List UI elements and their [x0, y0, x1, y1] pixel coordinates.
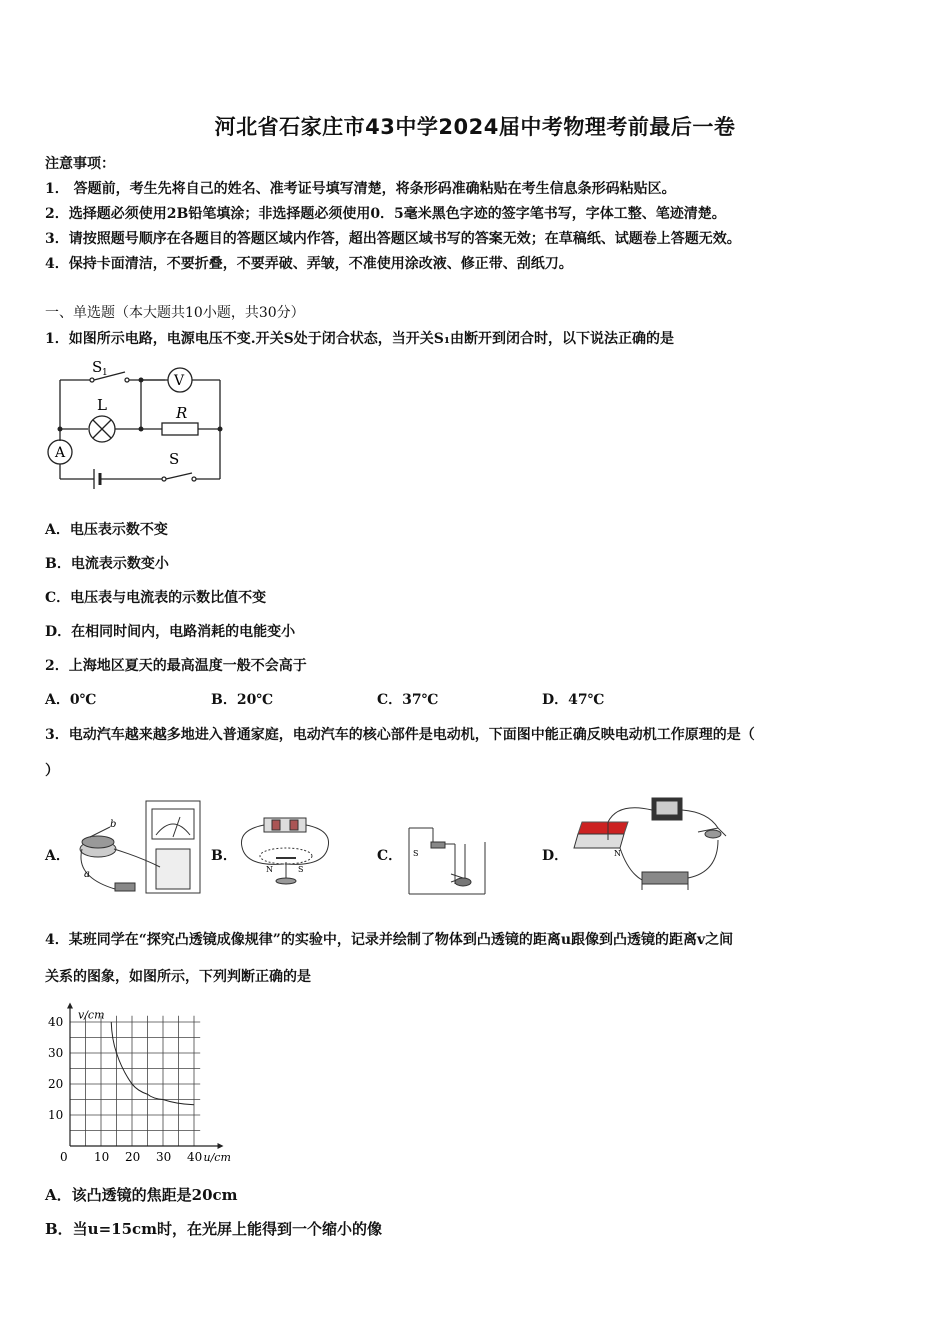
q3-figure-b: [236, 812, 336, 887]
q4-option-b: B．当u=15cm时，在光屏上能得到一个缩小的像: [45, 1220, 383, 1238]
y-axis-arrow: [67, 1003, 73, 1009]
q2-option-a: A．0℃: [45, 692, 97, 708]
q3-option-b: B．: [211, 848, 237, 864]
q4-stem-line2: 关系的图象，如图所示，下列判断正确的是: [45, 969, 311, 985]
q3-stem-line2: ）: [45, 763, 59, 779]
y-tick-label: 30: [48, 1046, 64, 1060]
fig-a-label-a: a: [84, 869, 90, 880]
label-s: S: [169, 450, 180, 468]
q4-stem-line1: 4．某班同学在“探究凸透镜成像规律”的实验中，记录并绘制了物体到凸透镜的距离u跟像到凸透镜的距离v之间: [45, 932, 734, 948]
x-axis-arrow: [218, 1143, 224, 1149]
fig-d-label-n: N: [614, 849, 621, 858]
label-s1-sub: 1: [102, 368, 108, 378]
fig-b-label-n: N: [266, 865, 273, 874]
q3-figure-a: [70, 797, 205, 900]
q2-option-d: D．47℃: [542, 692, 605, 708]
q4-chart: [40, 994, 250, 1168]
label-l: L: [97, 396, 107, 414]
notice-item: 4．保持卡面清洁，不要折叠，不要弄破、弄皱，不准使用涂改液、修正带、刮纸刀。: [45, 256, 573, 272]
section-heading: 一、单选题（本大题共10小题，共30分）: [45, 305, 305, 321]
fig-a-label-b: b: [110, 819, 117, 830]
x-tick-label: 0: [60, 1150, 68, 1164]
notice-item: 1． 答题前，考生先将自己的姓名、准考证号填写清楚，将条形码准确粘贴在考生信息条形码粘贴区。: [45, 181, 676, 197]
y-tick-label: 10: [48, 1108, 64, 1122]
x-axis-label: u/cm: [203, 1151, 231, 1164]
q3-figure-d: [568, 792, 733, 897]
q2-stem: 2．上海地区夏天的最高温度一般不会高于: [45, 658, 307, 674]
notice-item: 2．选择题必须使用2B铅笔填涂；非选择题必须使用0．5毫米黑色字迹的签字笔书写，字体工整、笔迹清楚。: [45, 206, 726, 222]
q3-option-d: D．: [542, 848, 569, 864]
x-tick-label: 40: [187, 1150, 203, 1164]
fig-b-label-s: S: [298, 865, 304, 874]
q1-circuit-diagram: [40, 352, 240, 497]
label-s1: S: [92, 358, 103, 376]
q2-option-c: C．37℃: [377, 692, 439, 708]
q3-figure-c: [405, 822, 490, 897]
q4-option-a: A．该凸透镜的焦距是20cm: [45, 1186, 238, 1204]
page-title: 河北省石家庄市43中学2024届中考物理考前最后一卷: [214, 115, 736, 139]
label-v: V: [174, 373, 185, 389]
q2-option-b: B．20℃: [211, 692, 274, 708]
q1-option-a: A．电压表示数不变: [45, 522, 168, 538]
q1-option-c: C．电压表与电流表的示数比值不变: [45, 590, 267, 606]
q3-option-c: C．: [377, 848, 403, 864]
y-tick-label: 20: [48, 1077, 64, 1091]
notice-heading: 注意事项：: [45, 156, 115, 172]
y-axis-label: v/cm: [78, 1008, 105, 1022]
q1-option-b: B．电流表示数变小: [45, 556, 169, 572]
q3-option-a: A．: [45, 848, 70, 864]
y-tick-label: 40: [48, 1015, 64, 1029]
label-a: A: [55, 445, 66, 461]
fig-c-label-s: S: [413, 849, 419, 858]
x-tick-label: 10: [94, 1150, 110, 1164]
label-r: R: [176, 404, 188, 422]
q1-option-d: D．在相同时间内，电路消耗的电能变小: [45, 624, 296, 640]
series-curve: [111, 1022, 194, 1105]
notice-item: 3．请按照题号顺序在各题目的答题区域内作答，超出答题区域书写的答案无效；在草稿纸、试题卷上答题无效。: [45, 231, 741, 247]
q3-stem-line1: 3．电动汽车越来越多地进入普通家庭，电动汽车的核心部件是电动机，下面图中能正确反映电动机工作原理的是（: [45, 727, 755, 743]
x-tick-label: 30: [156, 1150, 172, 1164]
q1-stem: 1．如图所示电路，电源电压不变.开关S处于闭合状态，当开关S₁由断开到闭合时，以下说法正确的是: [45, 331, 674, 347]
x-tick-label: 20: [125, 1150, 141, 1164]
